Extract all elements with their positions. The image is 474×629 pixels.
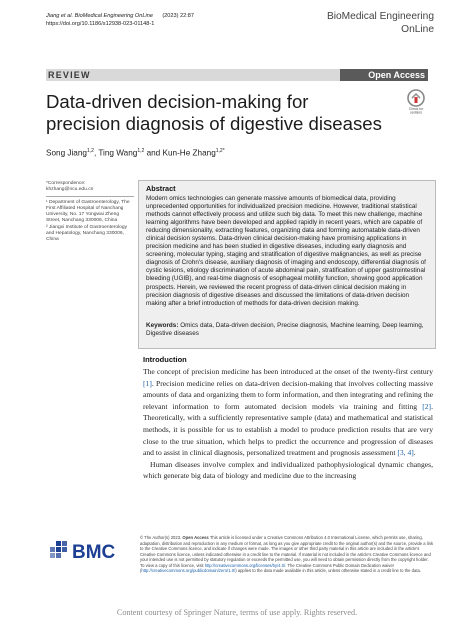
correspondence-email[interactable]: khzhang@ncu.edu.cn [46, 187, 94, 193]
keywords [146, 322, 428, 338]
author-name[interactable]: Ting Wang [98, 148, 138, 158]
correspondence-label: *Correspondence: [46, 181, 86, 186]
license-text: ) applies to the data made available in this article, unless otherwise stated in a credit line to the data. [235, 568, 421, 573]
introduction-heading: Introduction [143, 355, 187, 364]
license-link[interactable]: http://creativecommons.org/licenses/by/4.0/ [204, 562, 286, 568]
affiliation-mark: 1,2* [215, 148, 225, 154]
bmc-logo [46, 533, 134, 565]
journal-name-line2: OnLine [401, 23, 434, 35]
author-name[interactable]: and Kun-He Zhang [146, 148, 216, 158]
citation-link[interactable]: [1] [143, 378, 152, 388]
abstract-heading: Abstract [146, 184, 176, 193]
license-text: © The Author(s) 2023. [140, 535, 183, 540]
keywords-list: Omics data, Data-driven decision, Precise diagnosis, Machine learning, Deep learning, Digestive diseases [146, 322, 424, 338]
check-for-updates-icon[interactable] [403, 88, 429, 114]
paragraph-text: . Theoretically, with a sufficiently representative sample (data) and mathematical and statistical methods, it is possible for us to establish a model to produce prediction results that are very close to the true situation, which helps to predict the occurrence and progression of diseases and to assist in clinical diagnosis, personalized treatment and prognosis assessment [143, 401, 433, 458]
open-access-label [340, 69, 428, 81]
license-open-access: Open Access [182, 535, 209, 540]
paragraph-text: . Precision medicine relies on data-driven decision-making that involves collecting massive amounts of data and organizing them to form information, and then integrating and refining the relevant information to form automated decision models via training and fitting [143, 378, 433, 411]
badge-label-1: Check for [408, 107, 424, 111]
abstract-text: Modern omics technologies can generate massive amounts of biomedical data, providing unprecedented opportunities for individualized precision medicine. However, traditional statistical methods cannot effectively process and utilize such big data. To meet this new challenge, machine learning algorithms have been developed and applied rapidly in recent years, which are capable of reducing dimensionality, extracting features, organizing data and forming automatable data-driven clinical decision systems. Data-driven clinical decision-making have promising applications in precision medicine and has been studied in digestive diseases, including early diagnosis and screening, molecular typing, staging and stratification of digestive malignancies, as well as precise diagnosis of Crohn's disease, auxiliary diagnosis of imaging and endoscopy, differential diagnosis of cystic lesions, etiology discrimination of acute abdominal pain, stratification of upper gastrointestinal bleeding (UGIB), and real-time diagnosis of esophageal motility function, showing good application prospects. Herein, we reviewed the recent progress of data-driven clinical decision making in precision diagnosis of digestive diseases and discussed the limitations of data-driven decision making after a brief introduction of methods for data-driven decision making. [146, 195, 426, 307]
keywords-label: Keywords: [146, 322, 179, 329]
paragraph-text: The concept of precision medicine has been introduced at the onset of the twenty-first century [143, 367, 433, 376]
article-title: Data-driven decision-making for precision diagnosis of digestive diseases [46, 91, 382, 134]
footer-note: Content courtesy of Springer Nature, terms of use apply. Rights reserved. [116, 608, 358, 617]
paragraph-1 [143, 366, 433, 459]
journal-name-line1: BioMedical Engineering [326, 11, 434, 22]
journal-name [327, 11, 434, 36]
badge-label-2: updates [409, 110, 423, 114]
citation-link[interactable]: [2] [422, 401, 432, 411]
author-list: Song Jiang$^{1,2}$, Ting Wang$^{1,2}$ and Kun-He Zhang$^{1,2*}$ [46, 148, 225, 158]
affiliation-1: ¹ Department of Gastroenterology, The First Affiliated Hospital of Nanchang University, No. 17 Yongwai Zheng Street, Nanchang 330006, China [46, 200, 130, 224]
running-header [46, 13, 194, 28]
introduction-body [143, 366, 433, 482]
sidebar-divider [46, 196, 134, 197]
article-type-label: REVIEW [48, 70, 91, 80]
open-access-text: Open Access [368, 70, 425, 80]
affiliation-sidebar [46, 181, 132, 243]
bmc-logo-text: BMC [72, 542, 116, 563]
license-text: . The Creative Commons Public Domain Dedication waiver ( [140, 562, 395, 573]
citation-link[interactable]: [3, 4] [397, 448, 414, 458]
journal-citation: Jiang et al. BioMedical Engineering OnLine [46, 13, 153, 19]
paragraph-text: . [413, 448, 416, 458]
year-volume: (2023) 22:87 [162, 13, 195, 19]
affiliation-mark: 1,2 [137, 148, 145, 154]
license-statement [140, 535, 434, 574]
doi-link[interactable]: https://doi.org/10.1186/s12938-023-01148-1 [46, 20, 155, 27]
license-link[interactable]: http://creativecommons.org/publicdomain/zero/1.0/ [141, 568, 236, 573]
author-name[interactable]: Song Jiang [46, 148, 87, 158]
paragraph-2: Human diseases involve complex and individualized pathophysiological dynamic changes, which generate big data of biology and medicine due to the increasing [143, 459, 433, 481]
affiliation-2: ² Jiangxi Institute of Gastroenterology and Hepatology, Nanchang 330006, China [46, 224, 128, 242]
affiliation-mark: 1,2 [86, 148, 94, 154]
license-text: This article is licensed under a Creative Commons Attribution 4.0 International License, which permits use, sharing, adaptation, distribution and reproduction in any medium or format, as long as you give appropriate credit to the original author(s) and the source, provide a link to the Creative Commons licence, and indicate if changes were made. The images or other third party material in this article are included in the article's Creative Commons licence, unless indicated otherwise in a credit line to the material. If material is not included in the article's Creative Commons licence and your intended use is not permitted by statutory regulation or exceeds the permitted use, you will need to obtain permission directly from the copyright holder. To view a copy of this licence, visit [140, 535, 434, 568]
